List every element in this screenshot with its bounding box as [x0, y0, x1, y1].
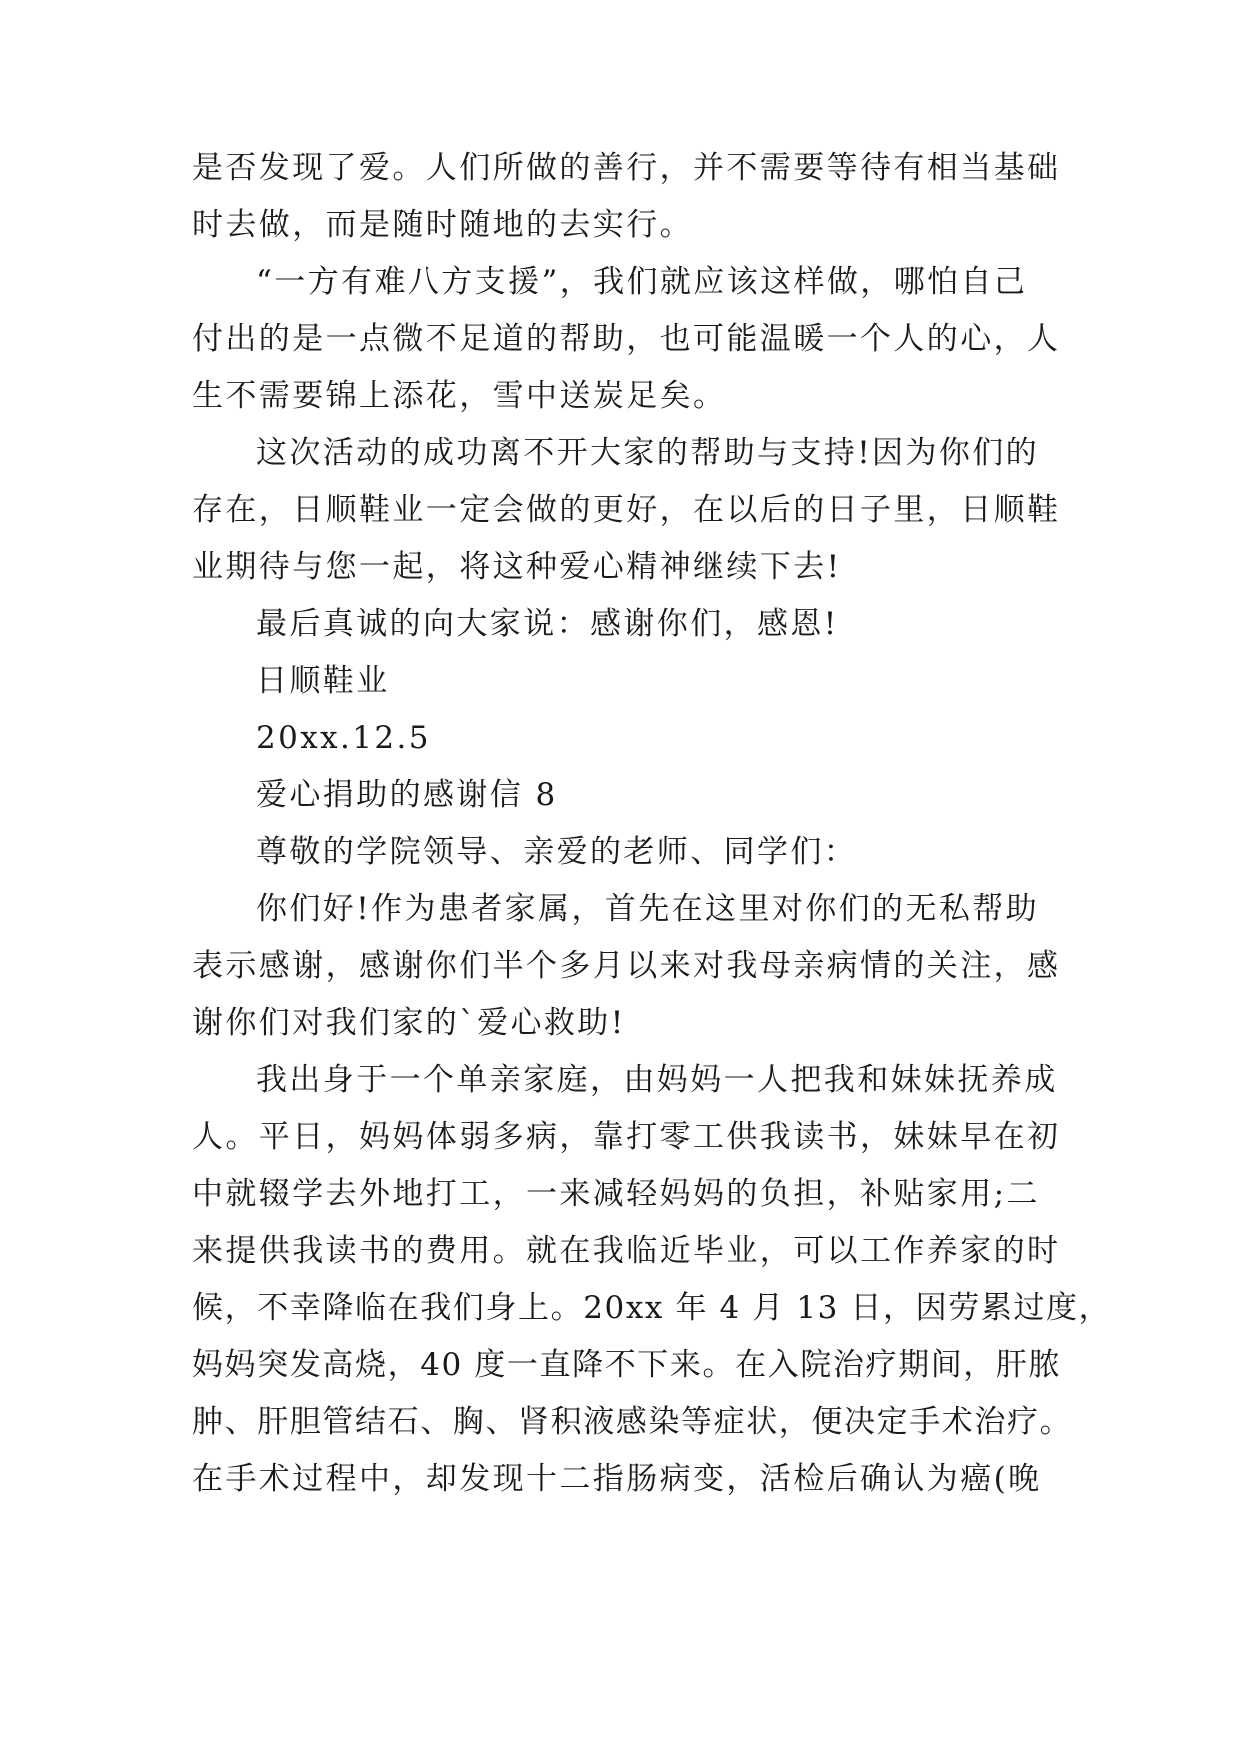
- paragraph-start-line: “一方有难八方支援”，我们就应该这样做，哪怕自己: [256, 264, 1028, 300]
- text-line: 候，不幸降临在我们身上。20xx 年 4 月 13 日，因劳累过度，: [192, 1290, 1112, 1326]
- paragraph-start-line: 你们好!作为患者家属，首先在这里对你们的无私帮助: [256, 891, 1040, 927]
- text-line: 人。平日，妈妈体弱多病，靠打零工供我读书，妹妹早在初: [192, 1119, 1061, 1155]
- salutation: 尊敬的学院领导、亲爱的老师、同学们：: [256, 834, 858, 870]
- paragraph-start-line: 这次活动的成功离不开大家的帮助与支持!因为你们的: [256, 435, 1040, 471]
- text-line: 中就辍学去外地打工，一来减轻妈妈的负担，补贴家用;二: [192, 1176, 1040, 1212]
- signature-name: 日顺鞋业: [256, 663, 390, 699]
- text-line: 业期待与您一起，将这种爱心精神继续下去!: [192, 549, 842, 585]
- text-line: 是否发现了爱。人们所做的善行，并不需要等待有相当基础: [192, 150, 1061, 186]
- text-line: 存在，日顺鞋业一定会做的更好，在以后的日子里，日顺鞋: [192, 492, 1061, 528]
- text-line: 在手术过程中，却发现十二指肠病变，活检后确认为癌(晚: [192, 1461, 1042, 1497]
- text-line: 时去做，而是随时随地的去实行。: [192, 207, 693, 243]
- signature-date: 20xx.12.5: [256, 720, 431, 756]
- section-title: 爱心捐助的感谢信 8: [256, 777, 558, 813]
- text-line: 来提供我读书的费用。就在我临近毕业，可以工作养家的时: [192, 1233, 1061, 1269]
- text-line: 表示感谢，感谢你们半个多月以来对我母亲病情的关注，感: [192, 948, 1061, 984]
- text-line: 妈妈突发高烧，40 度一直降不下来。在入院治疗期间，肝脓: [192, 1347, 1062, 1383]
- paragraph-start-line: 我出身于一个单亲家庭，由妈妈一人把我和妹妹抚养成: [256, 1062, 1058, 1098]
- text-line: 生不需要锦上添花，雪中送炭足矣。: [192, 378, 727, 414]
- text-line: 付出的是一点微不足道的帮助，也可能温暖一个人的心，人: [192, 321, 1061, 357]
- text-line: 谢你们对我们家的`爱心救助!: [192, 1005, 626, 1041]
- closing-line: 最后真诚的向大家说：感谢你们，感恩!: [256, 606, 839, 642]
- text-line: 肿、肝胆管结石、胸、肾积液感染等症状，便决定手术治疗。: [192, 1404, 1073, 1440]
